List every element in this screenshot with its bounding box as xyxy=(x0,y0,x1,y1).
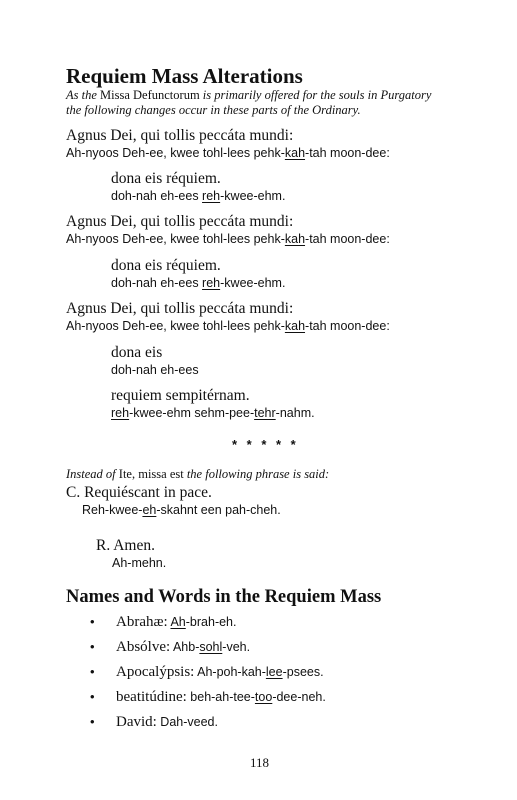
stressed-syllable: tehr xyxy=(254,406,276,420)
stressed-syllable: too xyxy=(254,690,273,704)
pron-part: Ah-nyoos Deh-ee, kwee tohl-lees pehk- xyxy=(66,232,285,246)
stressed-syllable: kah xyxy=(284,319,306,333)
pron-part: -tah moon-dee: xyxy=(305,146,390,160)
stressed-syllable: lee xyxy=(265,665,283,679)
intro-text xyxy=(66,88,431,118)
pron-part: Reh-kwee- xyxy=(82,503,143,517)
stressed-syllable: reh xyxy=(202,276,221,290)
page-number: 118 xyxy=(250,755,270,770)
word-pron-pre: Ahb- xyxy=(170,640,200,654)
sempiternam-latin: requiem sempitérnam. xyxy=(111,387,250,404)
stressed-syllable: kah xyxy=(284,232,306,246)
requiescant-pron xyxy=(82,503,281,517)
dona-latin-1: dona eis réquiem. xyxy=(111,170,221,187)
list-item xyxy=(90,714,218,731)
word-latin: Absólve: xyxy=(116,639,171,655)
pron-part: -tah moon-dee: xyxy=(305,232,390,246)
list-item xyxy=(90,664,324,681)
word-pron-pre: Dah-veed. xyxy=(156,715,218,729)
agnus-latin-1: Agnus Dei, qui tollis peccáta mundi: xyxy=(66,127,294,144)
word-pron-pre: Ah-poh-kah- xyxy=(194,665,266,679)
intro-latin-term: Missa Defunctorum xyxy=(100,88,200,102)
agnus-latin-2: Agnus Dei, qui tollis peccáta mundi: xyxy=(66,213,294,230)
word-pron-post: -dee-neh. xyxy=(272,690,326,704)
intro-part: is primarily offered for the souls in Purgatory xyxy=(199,88,432,102)
amen-pron: Ah-mehn. xyxy=(112,556,167,570)
word-pron-pre: beh-ah-tee- xyxy=(186,690,255,704)
agnus-pron-1 xyxy=(66,146,390,160)
sempiternam-pron xyxy=(111,406,315,420)
stressed-syllable: eh xyxy=(142,503,157,517)
pron-part: -nahm. xyxy=(275,406,315,420)
pron-part: Ah-nyoos Deh-ee, kwee tohl-lees pehk- xyxy=(66,319,285,333)
word-pron-post: -veh. xyxy=(222,640,251,654)
amen-latin: R. Amen. xyxy=(96,537,155,554)
list-item xyxy=(90,614,237,631)
agnus-latin-3: Agnus Dei, qui tollis peccáta mundi: xyxy=(66,300,294,317)
pron-part: Ah-nyoos Deh-ee, kwee tohl-lees pehk- xyxy=(66,146,285,160)
dona-eis-latin: dona eis xyxy=(111,344,163,361)
word-latin: David: xyxy=(116,714,157,730)
note-part: Instead of xyxy=(66,467,119,481)
list-item xyxy=(90,689,326,706)
dona-eis-pron: doh-nah eh-ees xyxy=(111,363,199,377)
word-latin: Apocalýpsis: xyxy=(116,664,195,680)
stressed-syllable: Ah xyxy=(170,615,186,629)
stressed-syllable: kah xyxy=(284,146,306,160)
stressed-syllable: sohl xyxy=(199,640,223,654)
pron-part: -tah moon-dee: xyxy=(305,319,390,333)
ite-note xyxy=(66,467,329,482)
section-title-names: Names and Words in the Requiem Mass xyxy=(66,587,382,607)
note-part: the following phrase is said: xyxy=(183,467,330,481)
dona-pron-2 xyxy=(111,276,285,290)
word-latin: Abrahæ: xyxy=(116,614,168,630)
pron-part: doh-nah eh-ees xyxy=(111,189,203,203)
pron-part: -kwee-ehm. xyxy=(220,189,286,203)
word-latin: beatitúdine: xyxy=(116,689,187,705)
note-latin-term: Ite, missa est xyxy=(118,467,184,481)
agnus-pron-2 xyxy=(66,232,390,246)
dona-latin-2: dona eis réquiem. xyxy=(111,257,221,274)
intro-line-2: the following changes occur in these parts of the Ordinary. xyxy=(66,103,361,117)
intro-line-1 xyxy=(66,88,431,103)
bullet-icon: • xyxy=(90,639,95,654)
pron-part: -kwee-ehm. xyxy=(220,276,286,290)
list-item xyxy=(90,639,250,656)
word-pron-post: -brah-eh. xyxy=(185,615,237,629)
bullet-icon: • xyxy=(90,689,95,704)
word-pron-post: -psees. xyxy=(282,665,324,679)
bullet-icon: • xyxy=(90,614,95,629)
pron-part: -skahnt een pah-cheh. xyxy=(156,503,281,517)
stressed-syllable: reh xyxy=(202,189,221,203)
pron-part: doh-nah eh-ees xyxy=(111,276,203,290)
requiescant-latin: C. Requiéscant in pace. xyxy=(66,484,212,501)
bullet-icon: • xyxy=(90,714,95,729)
bullet-icon: • xyxy=(90,664,95,679)
pron-part: -kwee-ehm sehm-pee- xyxy=(129,406,255,420)
intro-part: As the xyxy=(66,88,101,102)
dona-pron-1 xyxy=(111,189,285,203)
stressed-syllable: reh xyxy=(111,406,130,420)
agnus-pron-3 xyxy=(66,319,390,333)
page-title: Requiem Mass Alterations xyxy=(66,64,303,88)
section-separator: * * * * * xyxy=(232,437,299,452)
